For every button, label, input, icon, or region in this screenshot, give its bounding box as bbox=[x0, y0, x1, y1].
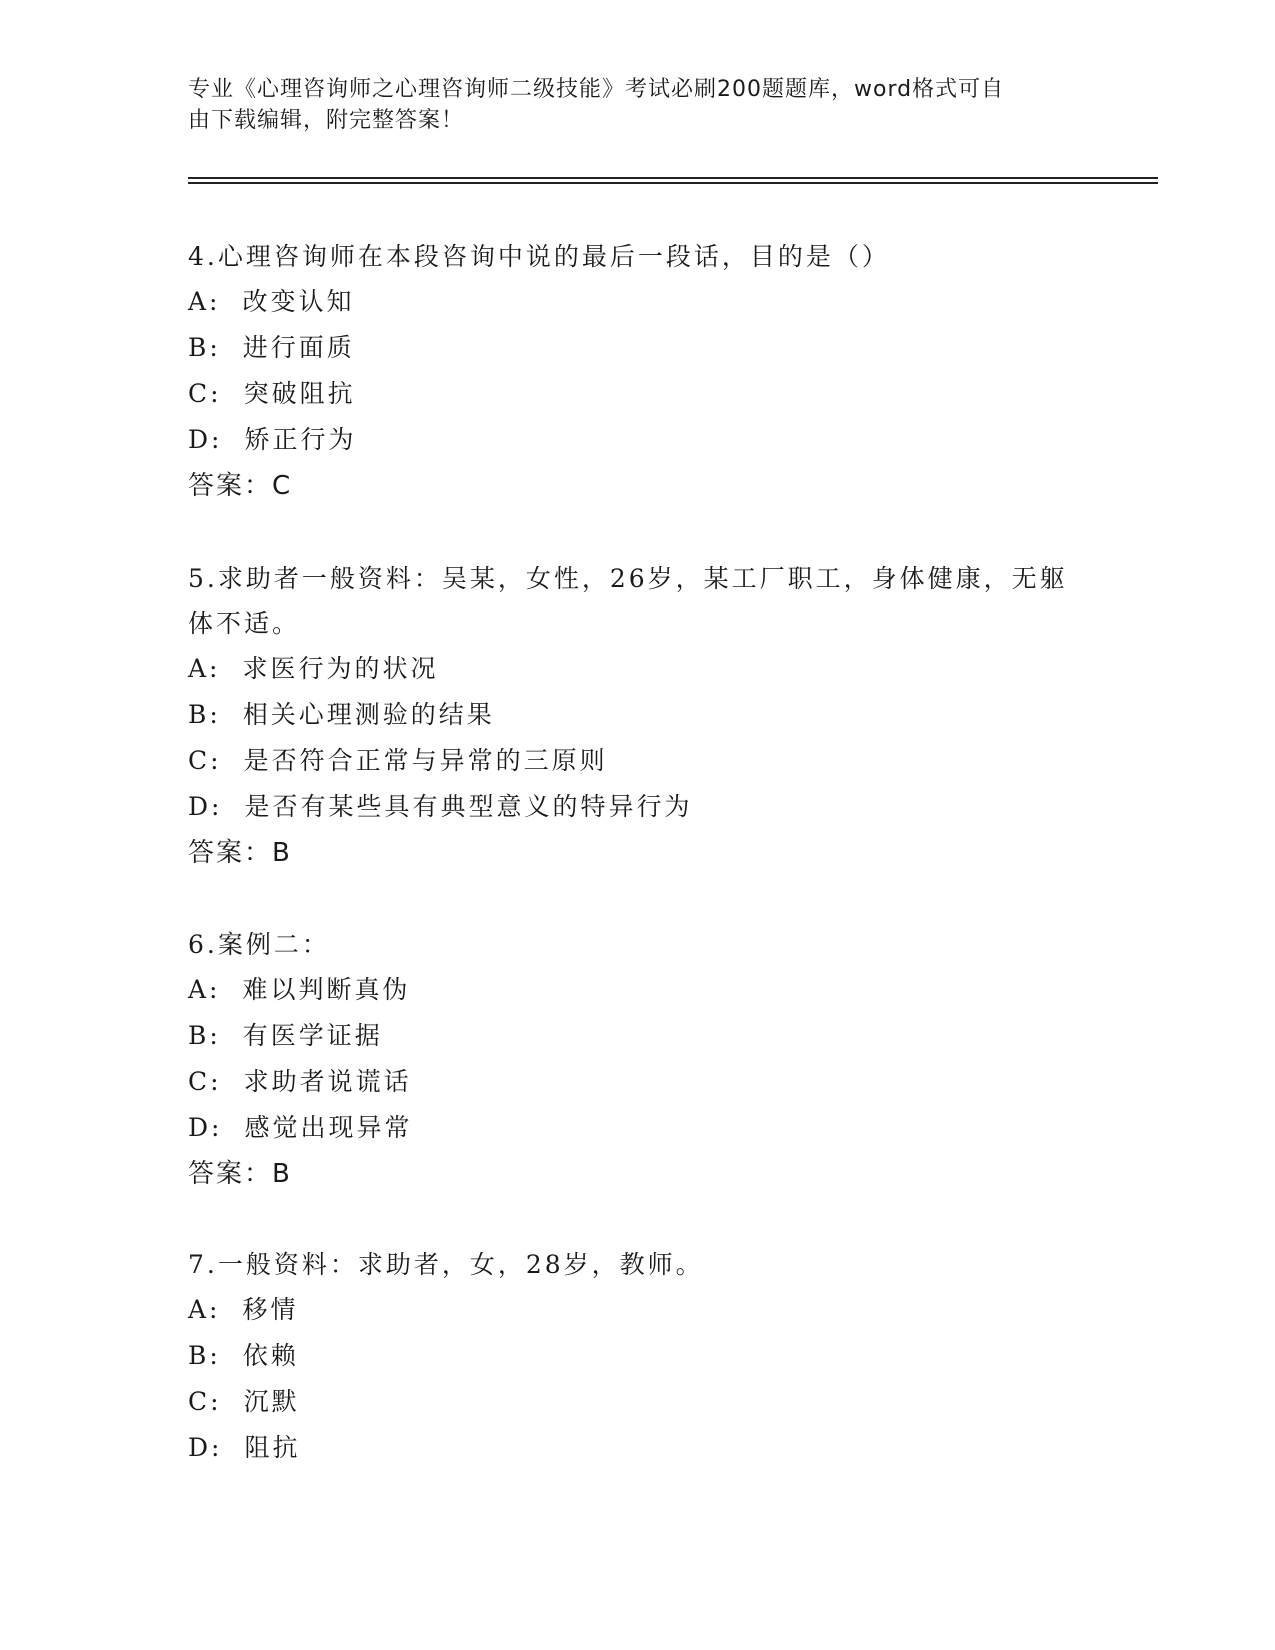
header-divider-bottom bbox=[188, 182, 1158, 184]
option-text: 是否符合正常与异常的三原则 bbox=[243, 746, 608, 775]
answer-line: 答案：B bbox=[188, 1159, 292, 1189]
document-header bbox=[188, 74, 1068, 136]
option-a bbox=[188, 1287, 1088, 1333]
option-letter: C: bbox=[188, 379, 222, 408]
option-letter: C: bbox=[188, 1387, 222, 1416]
option-text: 阻抗 bbox=[244, 1433, 301, 1462]
answer-line: 答案：B bbox=[188, 838, 292, 868]
option-b bbox=[188, 1333, 1088, 1379]
option-text: 是否有某些具有典型意义的特异行为 bbox=[244, 792, 693, 821]
option-text: 感觉出现异常 bbox=[244, 1113, 413, 1142]
option-letter: D: bbox=[188, 1433, 223, 1462]
question-block bbox=[188, 922, 1088, 1197]
question-stem: 5.求助者一般资料：吴某，女性，26岁，某工厂职工，身体健康，无躯体不适。 bbox=[188, 564, 1068, 638]
option-c bbox=[188, 738, 1088, 784]
option-letter: B: bbox=[188, 1341, 221, 1370]
question-stem: 7.一般资料：求助者，女，28岁，教师。 bbox=[188, 1250, 704, 1279]
option-text: 求医行为的状况 bbox=[242, 654, 439, 683]
question-block bbox=[188, 234, 1088, 509]
option-letter: B: bbox=[188, 333, 221, 362]
question-stem: 6.案例二： bbox=[188, 930, 330, 959]
header-line-1: 专业《心理咨询师之心理咨询师二级技能》考试必刷200题题库，word格式可自 bbox=[188, 77, 1005, 102]
option-letter: C: bbox=[188, 746, 222, 775]
option-text: 移情 bbox=[242, 1295, 299, 1324]
option-text: 难以判断真伪 bbox=[242, 975, 411, 1004]
option-letter: A: bbox=[188, 654, 221, 683]
option-b bbox=[188, 1013, 1088, 1059]
option-a bbox=[188, 646, 1088, 692]
option-letter: C: bbox=[188, 1067, 222, 1096]
answer-line: 答案：C bbox=[188, 471, 293, 501]
option-text: 相关心理测验的结果 bbox=[242, 700, 495, 729]
option-letter: D: bbox=[188, 792, 223, 821]
option-b bbox=[188, 692, 1088, 738]
option-d bbox=[188, 784, 1088, 830]
question-block bbox=[188, 556, 1088, 876]
option-text: 沉默 bbox=[243, 1387, 300, 1416]
option-letter: D: bbox=[188, 425, 223, 454]
option-c bbox=[188, 371, 1088, 417]
question-stem: 4.心理咨询师在本段咨询中说的最后一段话，目的是（） bbox=[188, 242, 890, 271]
option-letter: B: bbox=[188, 1021, 221, 1050]
option-text: 求助者说谎话 bbox=[243, 1067, 412, 1096]
option-c bbox=[188, 1059, 1088, 1105]
option-letter: B: bbox=[188, 700, 221, 729]
option-letter: D: bbox=[188, 1113, 223, 1142]
option-d bbox=[188, 417, 1088, 463]
option-text: 改变认知 bbox=[242, 287, 355, 316]
option-d bbox=[188, 1425, 1088, 1471]
option-letter: A: bbox=[188, 287, 221, 316]
question-block bbox=[188, 1242, 1088, 1471]
option-d bbox=[188, 1105, 1088, 1151]
option-letter: A: bbox=[188, 1295, 221, 1324]
header-line-2: 由下载编辑，附完整答案！ bbox=[188, 108, 465, 133]
option-text: 突破阻抗 bbox=[243, 379, 356, 408]
option-a bbox=[188, 967, 1088, 1013]
header-divider-top bbox=[188, 177, 1158, 179]
option-b bbox=[188, 325, 1088, 371]
option-letter: A: bbox=[188, 975, 221, 1004]
option-text: 有医学证据 bbox=[242, 1021, 383, 1050]
option-a bbox=[188, 279, 1088, 325]
option-c bbox=[188, 1379, 1088, 1425]
option-text: 依赖 bbox=[242, 1341, 299, 1370]
option-text: 矫正行为 bbox=[244, 425, 357, 454]
option-text: 进行面质 bbox=[242, 333, 355, 362]
